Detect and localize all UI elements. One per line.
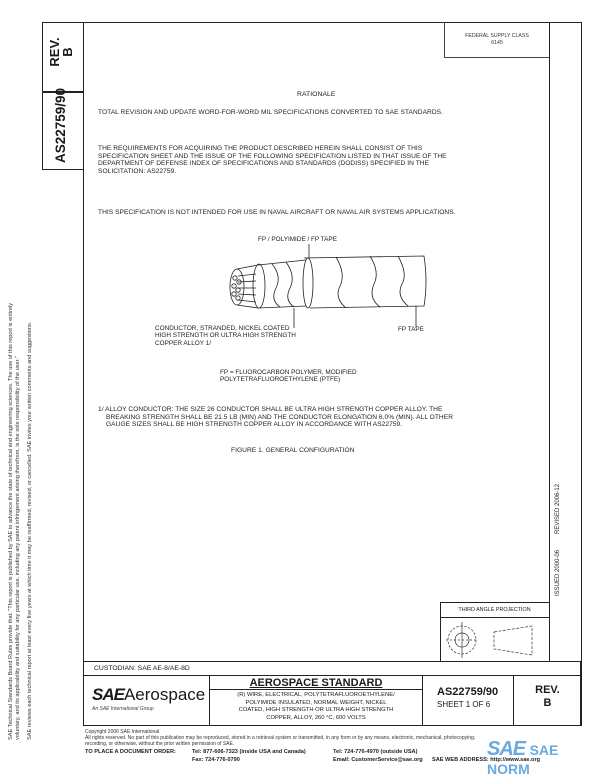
projection-symbol-icon [444,620,544,660]
sheet-number: SHEET 1 OF 6 [437,700,491,709]
conductor-label-line: COPPER ALLOY 1/ [155,339,212,347]
sae-norm-watermark [487,738,597,774]
federal-supply-class-box [444,22,549,58]
footnote [98,406,453,429]
figure-caption: FIGURE 1. GENERAL CONFIGURATION [231,447,355,454]
description-line: POLYIMIDE INSULATED, NORMAL WEIGHT, NICKEL [245,699,387,706]
content-right [549,22,550,661]
rationale-heading: RATIONALE [297,91,336,98]
requirements-line: THE REQUIREMENTS FOR ACQUIRING THE PRODUCT DESCRIBED HEREIN SHALL CONSIST OF THIS [98,145,423,152]
copyright-notice [85,729,475,748]
email-link[interactable]: Email: CustomerService@sae.org [333,757,423,763]
rights-line: All rights reserved. No part of this publication may be reproduced, stored in a retrieval system or transmitted, in any form or by any means, electronic, mechanical, photocopying, [85,735,476,742]
standard-title: AEROSPACE STANDARD [210,676,422,690]
figure-label-fp-tape: FP TAPE [398,326,424,333]
issued-date: ISSUED 2000-06 [555,549,561,596]
logo-subtitle: An SAE International Group [92,706,154,712]
description-line: (R) WIRE, ELECTRICAL, POLYTETRAFLUOROETHYLENE/ [237,692,395,698]
footnote-line: BREAKING STRENGTH SHALL BE 21.5 LB (MIN) AND THE CONDUCTOR ELONGATION 6.0% (MIN). ALL OTHER [106,413,454,421]
side-divider-2 [42,169,84,170]
description-line: COATED, HIGH STRENGTH OR ULTRA HIGH STRENGTH [238,707,394,714]
side-rev-value: B [60,47,75,57]
web-address-link[interactable]: SAE WEB ADDRESS: http://www.sae.org [432,757,541,763]
naval-note: THIS SPECIFICATION IS NOT INTENDED FOR USE IN NAVAL AIRCRAFT OR NAVAL AIR SYSTEMS APPLICATIONS. [98,209,456,216]
side-note-line1: SAE Technical Standards Board Rules provide that: "This report is published by SAE to advance the state of technical and engineering sciences. The use of this report is entirely [8,302,14,740]
figure-label-conductor [155,325,296,347]
conductor-label-line: HIGH STRENGTH OR ULTRA HIGH STRENGTH [155,332,296,340]
side-note-line2: voluntary, and its applicability and suitability for any particular use, including any patent infringement arising therefrom, is the sole responsibility of the user." [15,356,21,740]
watermark-text: SAE NORM [487,742,559,776]
watermark-sae-logo: SAE [487,738,526,760]
side-note-line3: SAE reviews each technical report at least every five years at which time it may be reaffirmed, revised, or cancelled. SAE invites your written comments and suggestions. [27,321,33,740]
requirements-line: DEPARTMENT OF DEFENSE INDEX OF SPECIFICATIONS AND STANDARDS (DODISS) SPECIFIED IN THE [98,160,430,168]
side-rev-label: REV. [47,37,62,67]
legend-line: FP = FLUOROCARBON POLYMER, MODIFIED [220,369,357,376]
side-rev [48,22,74,82]
rationale-text: TOTAL REVISION AND UPDATE WORD-FOR-WORD MIL SPECIFICATIONS CONVERTED TO SAE STANDARDS. [98,109,444,116]
legend-line: POLYTETRAFLUOROETHYLENE (PTFE) [220,376,341,384]
conductor-label-line: CONDUCTOR, STRANDED, NICKEL COATED [155,325,290,332]
copyright-line: Copyright 2006 SAE International [85,729,160,735]
fsc-label: FEDERAL SUPPLY CLASS [465,33,529,39]
fsc-value: 6145 [491,40,503,46]
description-line: COPPER, ALLOY, 260 °C, 600 VOLTS [266,714,366,721]
phone-usa: Tel: 877-606-7323 (inside USA and Canada) [192,749,306,755]
requirements-line: SPECIFICATION SHEET AND THE ISSUE OF THE FOLLOWING SPECIFICATION LISTED IN THAT ISSUE OF THE [98,152,447,160]
sae-aerospace-logo [92,685,205,705]
logo-aerospace: Aerospace [123,685,206,704]
third-angle-projection-title: THIRD ANGLE PROJECTION [440,602,549,618]
wire-cross-section-illustration [228,244,428,328]
side-rev-cell [42,22,84,92]
requirements-paragraph [98,145,447,175]
requirements-line: SOLICITATION: AS22759. [98,167,177,175]
frame-right [581,22,582,726]
document-description [210,691,422,726]
revised-date: REVISED 2006-12 [555,483,561,534]
document-number: AS22759/90 [437,686,499,698]
order-label: TO PLACE A DOCUMENT ORDER: [85,749,176,755]
revision-value: B [543,697,552,709]
fax: Fax: 724-776-0790 [192,757,240,763]
document-number-cell [422,676,514,726]
side-document-number: AS22759/90 [53,87,68,163]
custodian: CUSTODIAN: SAE AE-8/AE-8D [83,661,581,676]
footnote-line: 1/ ALLOY CONDUCTOR: THE SIZE 26 CONDUCTOR SHALL BE ULTRA HIGH STRENGTH COPPER ALLOY. THE [98,406,443,413]
figure-label-fp-polyimide-tape: FP / POLYIMIDE / FP TAPE [258,236,337,243]
content-left [83,22,84,661]
revision-cell [514,676,581,726]
rights-line: recording, or otherwise, without the prior written permission of SAE. [85,741,235,748]
footnote-line: GAUGE SIZES SHALL BE HIGH STRENGTH COPPER ALLOY IN ACCORDANCE WITH AS22759. [106,421,403,429]
phone-international: Tel: 724-776-4970 (outside USA) [333,749,418,755]
figure-legend [220,369,357,384]
revision-label: REV. [535,684,560,696]
logo-sae: SAE [92,685,124,704]
